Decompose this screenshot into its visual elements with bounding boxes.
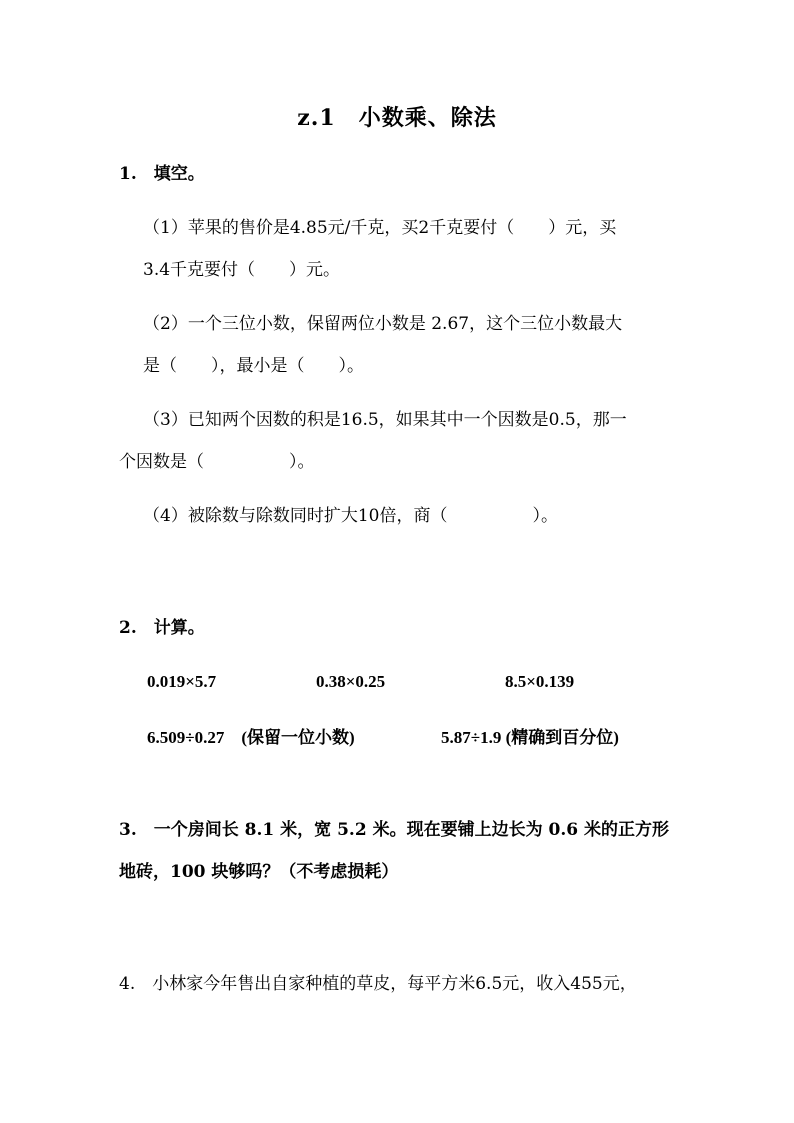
q1-item3-line1: （3）已知两个因数的积是16.5，如果其中一个因数是0.5，那一 <box>143 410 627 430</box>
q2-heading: 2. 计算。 <box>119 618 205 638</box>
q4-line1: 4. 小林家今年售出自家种植的草皮，每平方米6.5元，收入455元， <box>119 974 637 994</box>
q1-heading: 1. 填空。 <box>119 164 205 184</box>
q1-item1-line2: 3.4千克要付（ ）元。 <box>143 260 341 280</box>
q1-item1-line1: （1）苹果的售价是4.85元/千克，买2千克要付（ ）元，买 <box>143 218 617 238</box>
q2-expression-2: 0.38×0.25 <box>316 672 386 691</box>
q2-expression-3: 8.5×0.139 <box>505 672 575 691</box>
q1-item2-line1: （2）一个三位小数，保留两位小数是 2.67，这个三位小数最大 <box>143 314 623 334</box>
q1-item2-line2: 是（ ），最小是（ ）。 <box>143 356 364 376</box>
q2-expression-1: 0.019×5.7 <box>147 672 217 691</box>
page-title: z.1 小数乘、除法 <box>297 105 497 131</box>
q2-expression-4: 6.509÷0.27 (保留一位小数) <box>147 728 355 747</box>
q1-item3-line2: 个因数是（ ）。 <box>119 452 315 472</box>
q3-line1: 3. 一个房间长 8.1 米，宽 5.2 米。现在要铺上边长为 0.6 米的正方形 <box>119 820 669 840</box>
q3-line2: 地砖，100 块够吗？（不考虑损耗） <box>119 862 399 882</box>
q1-item4-line1: （4）被除数与除数同时扩大10倍，商（ ）。 <box>143 506 558 526</box>
q2-expression-5: 5.87÷1.9 (精确到百分位) <box>441 728 619 747</box>
